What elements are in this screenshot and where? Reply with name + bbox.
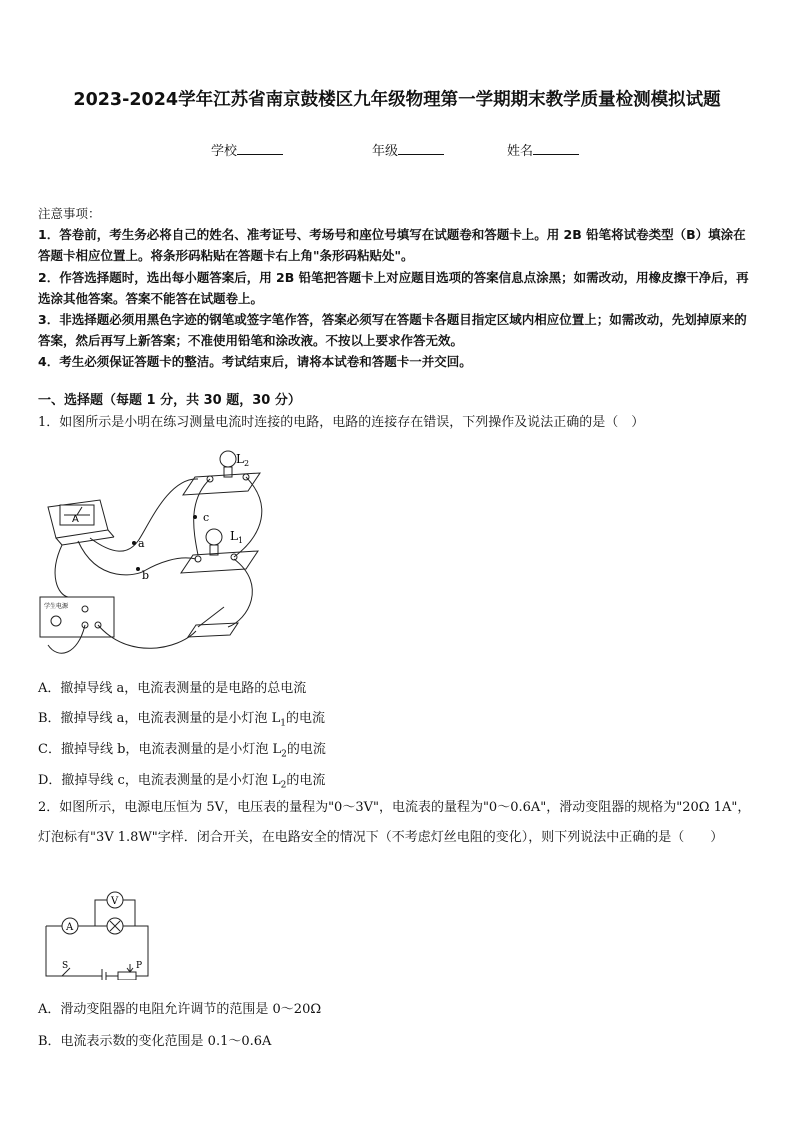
- school-label: 学校: [211, 144, 238, 159]
- q1-option-b: B．撤掉导线 a，电流表测量的是小灯泡 $L_1$的电流: [38, 711, 325, 729]
- question-2-stem: 2．如图所示，电源电压恒为 5V，电压表的量程为"0～3V"，电流表的量程为"0～0.6A"，滑动变阻器的规格为"20Ω 1A"，灯泡标有"3V 1.8W"字样．闭合开关，在电路安全的情况下（不考虑灯丝电阻的变化），则下列说法中正确的是（ ）: [38, 800, 751, 845]
- label-b: b: [142, 569, 150, 582]
- label-l2: $L_2$: [236, 452, 250, 468]
- power-supply-label: 学生电源: [44, 603, 69, 610]
- ammeter-label: A: [72, 514, 79, 525]
- grade-field: [372, 140, 444, 159]
- label-l1: $L_1$: [230, 529, 244, 545]
- name-field: [507, 140, 579, 159]
- q1-option-c: C．撤掉导线 b，电流表测量的是小灯泡 $L_2$的电流: [38, 742, 326, 760]
- page-title: 2023-2024学年江苏省南京鼓楼区九年级物理第一学期期末教学质量检测模拟试题: [73, 90, 721, 110]
- note-item-4: 4．考生必须保证答题卡的整洁。考试结束后，请将本试卷和答题卡一并交回。: [38, 354, 472, 370]
- notes-block: [38, 203, 758, 373]
- voltmeter-label-2: V: [111, 896, 119, 907]
- note-item-1: 1．答卷前，考生务必将自己的姓名、准考证号、考场号和座位号填写在试题卷和答题卡上。用 2B 铅笔将试卷类型（B）填涂在答题卡相应位置上。将条形码粘贴在答题卡右上角"条形码粘贴处"。: [38, 227, 746, 264]
- notes-heading: 注意事项：: [38, 206, 101, 221]
- grade-label: 年级: [372, 144, 399, 159]
- name-label: 姓名: [507, 144, 534, 159]
- battery-icon-2: [102, 969, 106, 980]
- school-field: [211, 140, 283, 159]
- circuit-figure-1: [38, 445, 278, 663]
- note-item-2: 2．作答选择题时，选出每小题答案后，用 2B 铅笔把答题卡上对应题目选项的答案信息点涂黑；如需改动，用橡皮擦干净后，再选涂其他答案。答案不能答在试题卷上。: [38, 269, 749, 306]
- q2-option-b: B．电流表示数的变化范围是 0.1～0.6A: [38, 1034, 272, 1049]
- name-blank: [533, 142, 579, 155]
- circuit-figure-2: [40, 888, 160, 980]
- switch-label-2: S: [62, 961, 69, 971]
- question-1-stem: 1．如图所示是小明在练习测量电流时连接的电路，电路的连接存在错误，下列操作及说法正确的是（ ）: [38, 415, 645, 430]
- label-a: a: [138, 537, 145, 550]
- switch-icon: [188, 623, 238, 637]
- q1-option-a: A．撤掉导线 a，电流表测量的是电路的总电流: [38, 681, 307, 696]
- slider-label-2: P: [136, 961, 143, 971]
- note-item-3: 3．非选择题必须用黑色字迹的钢笔或签字笔作答，答案必须写在答题卡各题目指定区域内相应位置上；如需改动，先划掉原来的答案，然后再写上新答案；不准使用铅笔和涂改液。不按以上要求作答无效。: [38, 312, 747, 349]
- section-heading: 一、选择题（每题 1 分，共 30 题，30 分）: [38, 393, 301, 408]
- bulb-l1-icon: [206, 529, 222, 545]
- q1-option-d: D．撤掉导线 c，电流表测量的是小灯泡 $L_2$的电流: [38, 773, 326, 791]
- rheostat-icon-2: [118, 972, 136, 980]
- q2-option-a: A．滑动变阻器的电阻允许调节的范围是 0～20Ω: [38, 1002, 322, 1017]
- lamp-l1-board: [181, 551, 258, 573]
- bulb-l2-icon: [220, 451, 236, 467]
- grade-blank: [398, 142, 444, 155]
- ammeter-label-2: A: [66, 922, 74, 933]
- label-c: c: [203, 511, 210, 524]
- school-blank: [237, 142, 283, 155]
